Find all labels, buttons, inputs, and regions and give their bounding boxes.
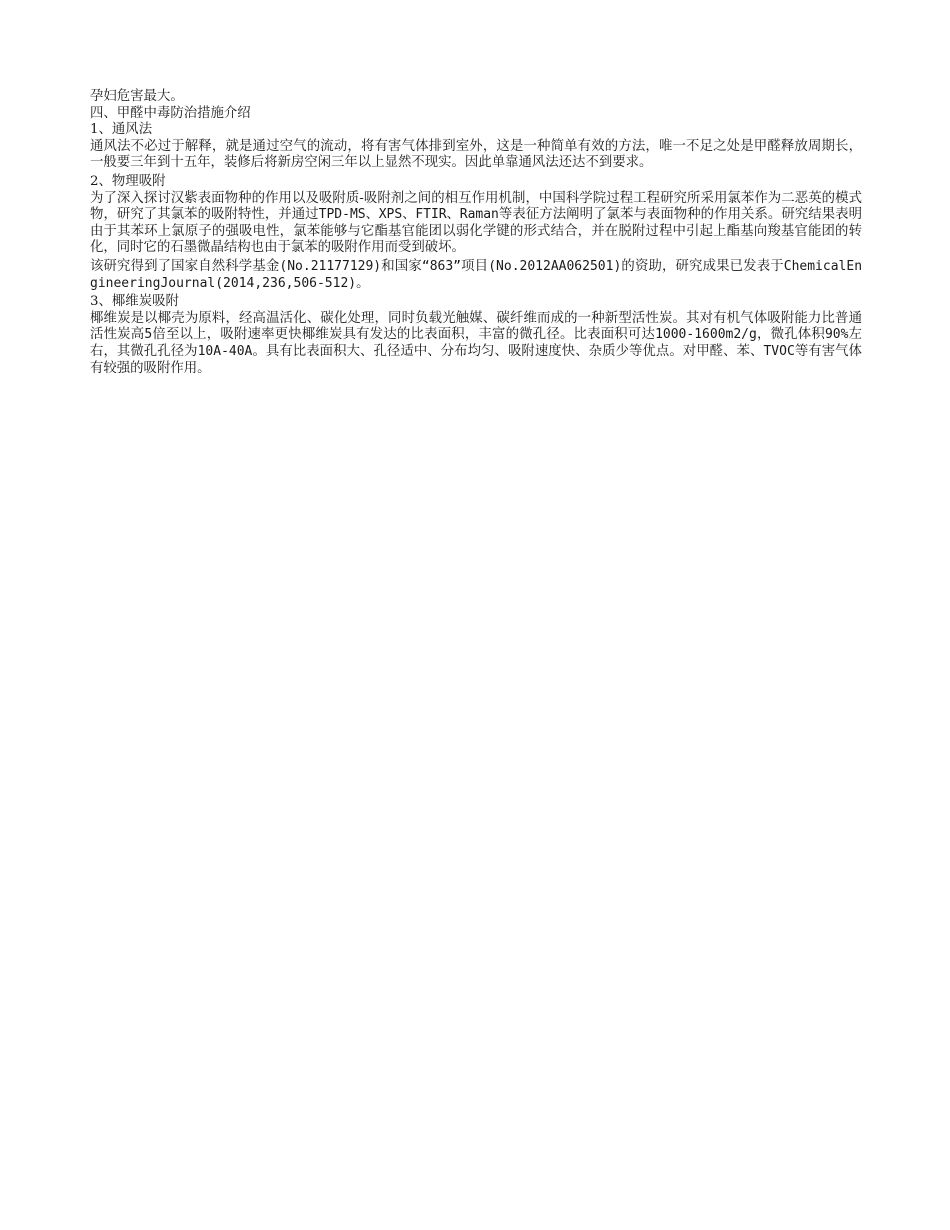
text-run-grant-number: (No.21177129)	[279, 258, 382, 274]
paragraph-ventilation: 通风法不必过于解释，就是通过空气的流动，将有害气体排到室外，这是一种简单有效的方法，唯一不足之处是甲醛释放周期长，一般要三年到十五年，装修后将新房空闲三年以上显然不现实。因此单靠通风法还达不到要求。	[90, 138, 862, 171]
text-run: 和国家	[381, 258, 422, 274]
text-run-journal: ChemicalEngineeringJournal(2014,236,506-512)	[90, 258, 863, 291]
text-run: 等有害气体有较强的吸附作用。	[90, 343, 863, 376]
text-run-project-number: (No.2012AA062501)	[488, 258, 622, 274]
text-run: 该研究得到了国家自然科学基金	[90, 258, 280, 274]
text-run-multiplier: 5	[144, 327, 153, 343]
text-run-project: “863”	[421, 258, 462, 274]
text-run-surface-area: 1000-1600m2/g	[655, 327, 757, 343]
text-run: 为了深入探讨汉紫表面物种的作用以及吸附质-吸附剂之间的相互作用机制，中国科学院过程工程研究所采用氯苯作为二恶英的模式物，研究了其氯苯的吸附特性，并通过	[90, 190, 862, 223]
text-run: 。具有比表面积大、孔径适中、分布均匀、吸附速度快、杂质少等优点。对甲醛、苯、	[252, 343, 764, 359]
subheading-coconut-carbon: 3、椰维炭吸附	[90, 294, 179, 310]
text-run: 左右，其微孔孔径为	[90, 327, 863, 359]
paragraph-physical-adsorption	[90, 191, 862, 257]
text-run-pore-volume: 90%	[824, 327, 849, 343]
subheading-ventilation: 1、通风法	[90, 122, 153, 138]
text-run: ，微孔体积	[756, 327, 825, 343]
text-run: 的资助，研究成果已发表于	[621, 258, 784, 274]
text-run: 项目	[461, 258, 489, 274]
text-run: 等表征方法阐明了氯苯与表面物种的作用关系。研究结果表明由于其苯环上氯原子的强吸电性，氯苯能够与它酯基官能团以弱化学键的形式结合，并在脱附过程中引起上酯基向羧基官能团的转化，同时它的石墨微晶结构也由于氯苯的吸附作用而受到破坏。	[90, 207, 862, 256]
text-run-pore-size: 10A-40A	[197, 343, 253, 359]
text-run: 。	[356, 275, 370, 291]
paragraph-funding	[90, 259, 862, 292]
paragraph-coconut-carbon	[90, 311, 862, 377]
text-run-tvoc: TVOC	[763, 343, 795, 359]
paragraph-intro-tail: 孕妇危害最大。	[90, 89, 184, 104]
subheading-physical-adsorption: 2、物理吸附	[90, 173, 166, 189]
text-run: 椰维炭是以椰壳为原料，经高温活化、碳化处理，同时负载光触媒、碳纤维而成的一种新型活性炭。其对有机气体吸附能力比普通活性炭高	[90, 310, 862, 343]
section-heading-prevention: 四、甲醛中毒防治措施介绍	[90, 105, 251, 121]
text-run: 倍至以上，吸附速率更快椰维炭具有发达的比表面积，丰富的微孔径。比表面积可达	[152, 327, 656, 343]
document-body	[90, 89, 862, 379]
text-run-methods: TPD-MS、XPS、FTIR、Raman	[318, 207, 499, 223]
